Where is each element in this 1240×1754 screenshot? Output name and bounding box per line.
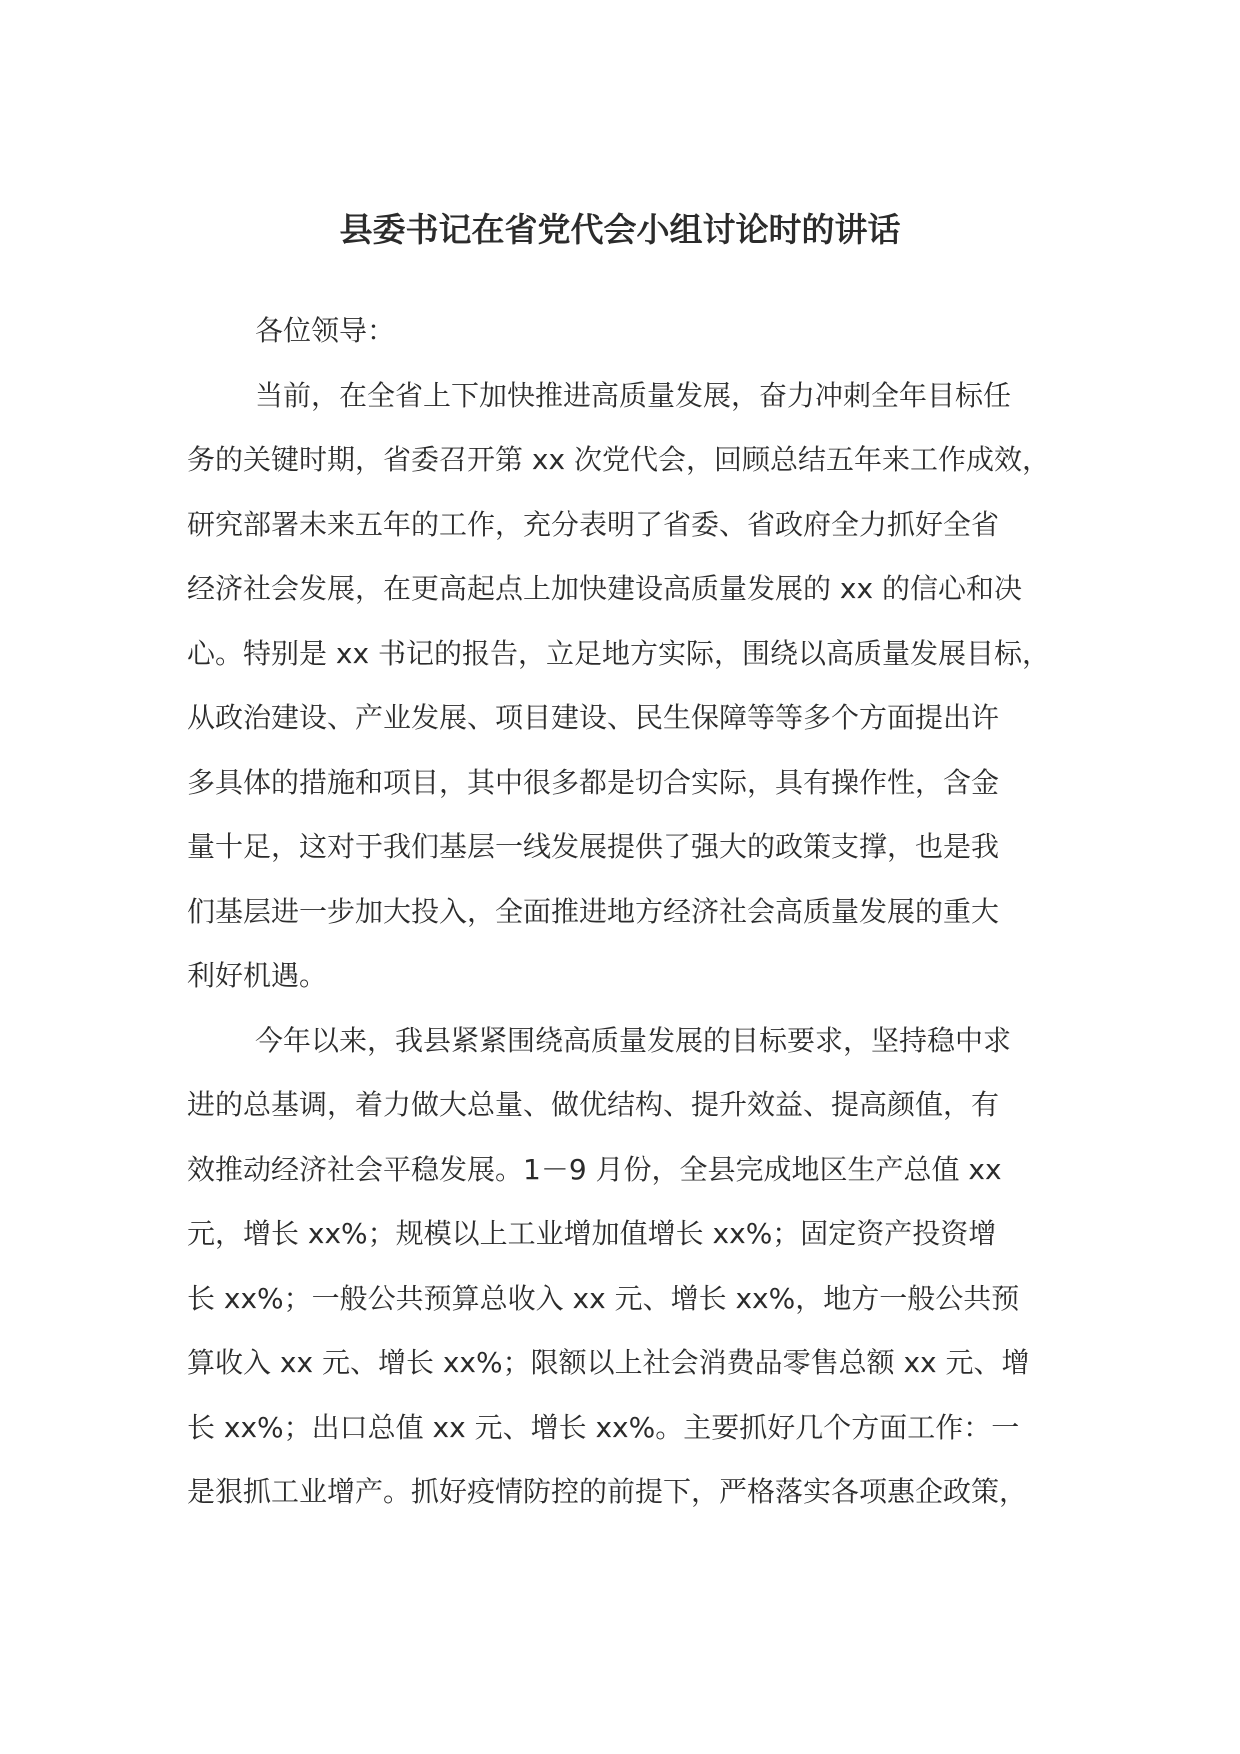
paragraph-line: 们基层进一步加大投入，全面推进地方经济社会高质量发展的重大 — [187, 894, 1000, 928]
paragraph-line: 进的总基调，着力做大总量、做优结构、提升效益、提高颜值，有 — [187, 1088, 1000, 1121]
paragraph-line: 长 xx%；出口总值 xx 元、增长 xx%。主要抓好几个方面工作：一 — [187, 1410, 1020, 1444]
document-title: 县委书记在省党代会小组讨论时的讲话 — [339, 210, 901, 249]
paragraph-line: 多具体的措施和项目，其中很多都是切合实际，具有操作性，含金 — [187, 765, 1000, 799]
paragraph-line: 元，增长 xx%；规模以上工业增加值增长 xx%；固定资产投资增 — [187, 1217, 997, 1250]
paragraph-1 — [187, 364, 1077, 1009]
paragraph-2 — [187, 1009, 1077, 1525]
paragraph-line: 量十足，这对于我们基层一线发展提供了强大的政策支撑，也是我 — [187, 830, 1000, 863]
paragraph-line: 算收入 xx 元、增长 xx%；限额以上社会消费品零售总额 xx 元、增 — [187, 1346, 1030, 1379]
salutation: 各位领导： — [255, 314, 396, 347]
paragraph-line: 是狠抓工业增产。抓好疫情防控的前提下，严格落实各项惠企政策， — [187, 1475, 1028, 1508]
paragraph-line: 经济社会发展，在更高起点上加快建设高质量发展的 xx 的信心和决 — [187, 572, 1022, 605]
paragraph-line: 心。特别是 xx 书记的报告，立足地方实际，围绕以高质量发展目标， — [187, 636, 1050, 670]
paragraph-line: 利好机遇。 — [187, 959, 328, 992]
paragraph-line: 今年以来，我县紧紧围绕高质量发展的目标要求，坚持稳中求 — [255, 1023, 1012, 1057]
paragraph-line: 当前，在全省上下加快推进高质量发展，奋力冲刺全年目标任 — [255, 378, 1012, 412]
paragraph-line: 长 xx%；一般公共预算总收入 xx 元、增长 xx%，地方一般公共预 — [187, 1281, 1020, 1315]
paragraph-line: 效推动经济社会平稳发展。1－9 月份，全县完成地区生产总值 xx — [187, 1152, 1002, 1186]
paragraph-line: 研究部署未来五年的工作，充分表明了省委、省政府全力抓好全省 — [187, 507, 1000, 541]
paragraph-line: 务的关键时期，省委召开第 xx 次党代会，回顾总结五年来工作成效， — [187, 443, 1050, 476]
paragraph-line: 从政治建设、产业发展、项目建设、民生保障等等多个方面提出许 — [187, 701, 1000, 734]
document-body — [187, 299, 1077, 1525]
